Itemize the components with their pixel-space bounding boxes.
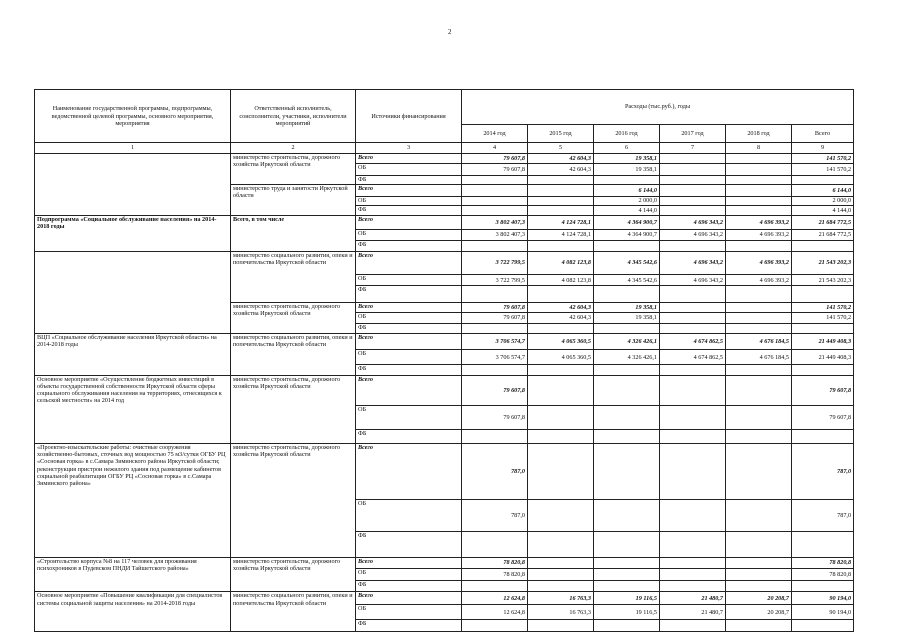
cell-amount [792, 580, 854, 592]
cell-amount: 20 208,7 [726, 605, 792, 620]
table-row [35, 592, 854, 605]
cell-amount: 4 676 184,5 [726, 333, 792, 349]
cell-amount: 4 676 184,5 [726, 350, 792, 365]
header-year: 2018 год [726, 124, 792, 143]
cell-amount: 42 604,3 [528, 313, 594, 323]
column-number: 1 [35, 143, 231, 153]
cell-amount: 4 326 426,1 [594, 350, 660, 365]
cell-amount: 141 570,2 [792, 153, 854, 163]
cell-funding-source: Всего [356, 215, 462, 229]
cell-funding-source: ОБ [356, 569, 462, 581]
header-expenses: Расходы (тыс.руб.), годы [462, 90, 854, 125]
cell-amount: 19 358,1 [594, 302, 660, 312]
cell-funding-source: ФБ [356, 175, 462, 184]
cell-amount [462, 175, 528, 184]
cell-activity-name: ВЦП «Социальное обслуживание населения Иркутской области» на 2014-2018 годы [35, 333, 231, 375]
header-year: 2015 год [528, 124, 594, 143]
cell-amount [726, 302, 792, 312]
cell-amount [660, 206, 726, 215]
cell-funding-source: Всего [356, 557, 462, 569]
cell-amount [660, 323, 726, 333]
cell-amount: 12 624,8 [462, 592, 528, 605]
cell-amount [792, 430, 854, 444]
cell-amount: 787,0 [462, 443, 528, 499]
cell-amount: 6 144,0 [594, 185, 660, 197]
column-number: 3 [356, 143, 462, 153]
cell-funding-source: ФБ [356, 532, 462, 558]
cell-amount [594, 241, 660, 251]
table-row [35, 557, 854, 569]
cell-amount [726, 164, 792, 176]
cell-amount: 4 364 900,7 [594, 229, 660, 241]
cell-amount: 4 345 542,6 [594, 251, 660, 274]
column-number: 4 [462, 143, 528, 153]
page-number: 2 [448, 28, 452, 36]
cell-amount [726, 499, 792, 531]
cell-amount: 6 144,0 [792, 185, 854, 197]
cell-amount [528, 241, 594, 251]
cell-amount: 16 763,3 [528, 605, 594, 620]
cell-executor: министерство социального развития, опеки и попечительства Иркутской области [231, 251, 356, 302]
cell-amount [792, 286, 854, 302]
column-number: 8 [726, 143, 792, 153]
cell-funding-source: Всего [356, 153, 462, 163]
cell-amount: 21 684 772,5 [792, 229, 854, 241]
cell-amount [660, 580, 726, 592]
cell-amount: 21 543 202,3 [792, 274, 854, 286]
cell-amount: 4 696 393,2 [726, 215, 792, 229]
cell-amount [726, 580, 792, 592]
cell-amount: 4 696 343,2 [660, 215, 726, 229]
cell-amount: 4 696 343,2 [660, 274, 726, 286]
cell-amount: 141 570,2 [792, 313, 854, 323]
cell-amount: 4 674 862,5 [660, 333, 726, 349]
cell-funding-source: ОБ [356, 499, 462, 531]
cell-funding-source: Всего [356, 251, 462, 274]
cell-funding-source: ОБ [356, 405, 462, 429]
cell-amount [528, 365, 594, 375]
cell-amount: 19 358,1 [594, 164, 660, 176]
cell-amount: 21 449 408,3 [792, 350, 854, 365]
cell-amount [660, 302, 726, 312]
cell-amount: 2 000,0 [594, 196, 660, 205]
cell-amount [462, 532, 528, 558]
cell-amount: 78 820,8 [792, 557, 854, 569]
cell-amount [726, 443, 792, 499]
cell-amount [528, 499, 594, 531]
cell-amount [660, 620, 726, 632]
cell-amount [660, 430, 726, 444]
cell-amount: 79 607,8 [462, 153, 528, 163]
cell-amount: 3 706 574,7 [462, 350, 528, 365]
cell-amount [594, 620, 660, 632]
cell-amount: 19 358,1 [594, 313, 660, 323]
cell-amount [594, 175, 660, 184]
cell-amount [726, 323, 792, 333]
cell-amount: 4 326 426,1 [594, 333, 660, 349]
cell-amount: 4 696 343,2 [660, 229, 726, 241]
cell-amount [726, 206, 792, 215]
cell-amount: 21 684 772,5 [792, 215, 854, 229]
cell-amount [792, 323, 854, 333]
column-number: 5 [528, 143, 594, 153]
table-row [35, 153, 854, 163]
cell-funding-source: ОБ [356, 164, 462, 176]
table-row [35, 251, 854, 274]
cell-amount [462, 365, 528, 375]
cell-amount: 79 607,8 [462, 313, 528, 323]
cell-amount [660, 153, 726, 163]
cell-amount: 19 116,5 [594, 605, 660, 620]
cell-funding-source: ФБ [356, 365, 462, 375]
cell-amount: 21 543 202,3 [792, 251, 854, 274]
cell-amount [660, 185, 726, 197]
cell-amount: 78 820,8 [462, 557, 528, 569]
table-row [35, 215, 854, 229]
cell-amount: 3 706 574,7 [462, 333, 528, 349]
header-executor: Ответственный исполнитель, соисполнители, участники, исполнители мероприятий [231, 90, 356, 143]
cell-executor: министерство социального развития, опеки и попечительства Иркутской области [231, 333, 356, 375]
cell-amount: 79 607,8 [792, 375, 854, 405]
cell-funding-source: ФБ [356, 241, 462, 251]
cell-amount [660, 241, 726, 251]
cell-amount [660, 175, 726, 184]
cell-amount: 78 820,8 [462, 569, 528, 581]
cell-amount: 42 604,3 [528, 302, 594, 312]
cell-amount: 4 065 360,5 [528, 350, 594, 365]
cell-amount: 19 116,5 [594, 592, 660, 605]
cell-amount [726, 620, 792, 632]
cell-amount [528, 323, 594, 333]
header-year: Всего [792, 124, 854, 143]
cell-funding-source: Всего [356, 443, 462, 499]
column-number: 6 [594, 143, 660, 153]
cell-amount [594, 405, 660, 429]
cell-amount [594, 557, 660, 569]
cell-amount [528, 196, 594, 205]
cell-amount: 4 696 393,2 [726, 251, 792, 274]
cell-amount [528, 175, 594, 184]
cell-amount [660, 569, 726, 581]
column-number: 2 [231, 143, 356, 153]
cell-amount: 19 358,1 [594, 153, 660, 163]
cell-amount [462, 206, 528, 215]
cell-funding-source: Всего [356, 592, 462, 605]
table-body [35, 153, 854, 631]
cell-amount [594, 499, 660, 531]
cell-amount: 4 696 393,2 [726, 274, 792, 286]
cell-amount [726, 196, 792, 205]
cell-amount [726, 430, 792, 444]
cell-amount [528, 405, 594, 429]
cell-amount [792, 365, 854, 375]
cell-funding-source: ОБ [356, 274, 462, 286]
cell-amount [462, 286, 528, 302]
cell-amount: 79 607,8 [462, 164, 528, 176]
cell-amount [462, 580, 528, 592]
cell-amount [462, 196, 528, 205]
cell-funding-source: ОБ [356, 196, 462, 205]
cell-amount [792, 241, 854, 251]
cell-amount [528, 580, 594, 592]
cell-amount [462, 430, 528, 444]
cell-amount [726, 375, 792, 405]
cell-funding-source: ОБ [356, 313, 462, 323]
header-year: 2017 год [660, 124, 726, 143]
cell-activity-name [35, 251, 231, 333]
cell-amount [726, 313, 792, 323]
cell-amount: 4 144,0 [792, 206, 854, 215]
cell-amount: 79 607,8 [462, 375, 528, 405]
cell-amount [594, 286, 660, 302]
cell-executor: министерство труда и занятости Иркутской области [231, 185, 356, 216]
cell-amount [594, 323, 660, 333]
cell-amount [528, 206, 594, 215]
cell-funding-source: ФБ [356, 323, 462, 333]
cell-amount: 2 000,0 [792, 196, 854, 205]
cell-funding-source: Всего [356, 302, 462, 312]
cell-amount: 20 208,7 [726, 592, 792, 605]
cell-activity-name: Основное мероприятие «Осуществление бюджетных инвестиций в объекты государственной собственности Иркутской области сферы социального обслуживания населения на территориях, отнесящихся к сельской местности» на 2014 год [35, 375, 231, 443]
cell-amount [726, 569, 792, 581]
cell-amount: 4 674 862,5 [660, 350, 726, 365]
cell-amount: 3 722 799,5 [462, 274, 528, 286]
cell-amount [462, 185, 528, 197]
cell-amount: 42 604,3 [528, 164, 594, 176]
cell-amount [660, 365, 726, 375]
cell-funding-source: Всего [356, 185, 462, 197]
cell-executor: министерство строительства, дорожного хозяйства Иркутской области [231, 153, 356, 184]
cell-amount [726, 532, 792, 558]
cell-amount: 3 802 407,3 [462, 229, 528, 241]
header-year: 2014 год [462, 124, 528, 143]
cell-amount [594, 580, 660, 592]
cell-amount [660, 375, 726, 405]
cell-amount [594, 430, 660, 444]
cell-amount [726, 175, 792, 184]
cell-funding-source: ФБ [356, 286, 462, 302]
cell-amount: 4 065 360,5 [528, 333, 594, 349]
cell-amount [726, 405, 792, 429]
cell-funding-source: ФБ [356, 430, 462, 444]
cell-executor: министерство социального развития, опеки и попечительства Иркутской области [231, 592, 356, 632]
cell-amount [528, 443, 594, 499]
cell-funding-source: ФБ [356, 206, 462, 215]
cell-amount [726, 241, 792, 251]
cell-amount [594, 569, 660, 581]
cell-amount [594, 443, 660, 499]
cell-amount [528, 569, 594, 581]
cell-amount [462, 620, 528, 632]
cell-funding-source: ФБ [356, 620, 462, 632]
table-row [35, 333, 854, 349]
cell-executor: Всего, в том числе [231, 215, 356, 251]
cell-funding-source: ОБ [356, 350, 462, 365]
cell-amount [660, 196, 726, 205]
cell-executor: министерство строительства, дорожного хозяйства Иркутской области [231, 302, 356, 333]
cell-amount: 141 570,2 [792, 164, 854, 176]
cell-amount [726, 185, 792, 197]
cell-amount [660, 405, 726, 429]
cell-amount: 787,0 [462, 499, 528, 531]
cell-amount [528, 286, 594, 302]
cell-amount [528, 557, 594, 569]
cell-funding-source: ОБ [356, 605, 462, 620]
cell-amount [660, 532, 726, 558]
cell-amount: 4 082 123,8 [528, 274, 594, 286]
cell-executor: министерство строительства, дорожного хозяйства Иркутской области [231, 557, 356, 592]
header-name: Наименование государственной программы, подпрограммы, ведомственной целевой программы, основного мероприятия, мероприятия [35, 90, 231, 143]
cell-amount: 3 722 799,5 [462, 251, 528, 274]
cell-amount [528, 185, 594, 197]
cell-amount [462, 241, 528, 251]
cell-amount [792, 175, 854, 184]
cell-amount [726, 286, 792, 302]
cell-amount: 787,0 [792, 499, 854, 531]
cell-amount: 4 144,0 [594, 206, 660, 215]
cell-amount: 90 194,0 [792, 605, 854, 620]
cell-executor: министерство строительства, дорожного хозяйства Иркутской области [231, 443, 356, 557]
cell-funding-source: Всего [356, 333, 462, 349]
cell-amount [660, 164, 726, 176]
cell-amount [528, 375, 594, 405]
cell-amount [726, 365, 792, 375]
table-row [35, 375, 854, 405]
cell-amount [660, 557, 726, 569]
cell-amount [528, 620, 594, 632]
header-source: Источники финансирования [356, 90, 462, 143]
cell-amount: 4 696 393,2 [726, 229, 792, 241]
cell-activity-name: Подпрограмма «Социальное обслуживание населения» на 2014-2018 годы [35, 215, 231, 251]
cell-amount: 78 820,8 [792, 569, 854, 581]
cell-amount [528, 430, 594, 444]
cell-amount: 79 607,8 [462, 302, 528, 312]
cell-activity-name [35, 153, 231, 215]
cell-amount: 4 124 728,1 [528, 229, 594, 241]
cell-amount [660, 313, 726, 323]
column-number: 9 [792, 143, 854, 153]
cell-amount [594, 532, 660, 558]
cell-amount [660, 499, 726, 531]
cell-amount [792, 620, 854, 632]
cell-amount: 4 345 542,6 [594, 274, 660, 286]
cell-amount: 16 763,3 [528, 592, 594, 605]
cell-amount [660, 286, 726, 302]
cell-activity-name: «Строительство корпуса №8 на 117 человек для проживания психохроников в Пудевском ПНДИ Тайшетского района» [35, 557, 231, 592]
cell-amount: 79 607,8 [792, 405, 854, 429]
cell-amount: 79 607,8 [462, 405, 528, 429]
cell-amount [462, 323, 528, 333]
budget-table [34, 89, 854, 632]
header-year: 2016 год [594, 124, 660, 143]
cell-amount [660, 443, 726, 499]
cell-amount: 3 802 407,3 [462, 215, 528, 229]
cell-amount [726, 153, 792, 163]
cell-amount: 42 604,3 [528, 153, 594, 163]
cell-amount [594, 365, 660, 375]
cell-amount [792, 532, 854, 558]
cell-amount: 4 082 123,8 [528, 251, 594, 274]
cell-amount: 4 124 728,1 [528, 215, 594, 229]
cell-amount: 787,0 [792, 443, 854, 499]
cell-amount: 12 624,8 [462, 605, 528, 620]
cell-amount: 141 570,2 [792, 302, 854, 312]
cell-amount [594, 375, 660, 405]
table-row [35, 443, 854, 499]
cell-amount: 90 194,0 [792, 592, 854, 605]
cell-amount [726, 557, 792, 569]
cell-funding-source: ФБ [356, 580, 462, 592]
cell-activity-name: «Проектно-изыскательские работы: очистные сооружения хозяйственно-бытовых, сточных вод мощностью 75 м3/сутки ОГБУ РЦ «Сосновая горка» в с.Самара Зиминского района Иркутской области; реконструкция пристрои нежилого здания под размещение кабинетов социальной реабилитации ОГБУ РЦ «Сосновая горка» в с.Самара Зиминского района» [35, 443, 231, 557]
column-number: 7 [660, 143, 726, 153]
cell-amount [528, 532, 594, 558]
cell-amount: 21 480,7 [660, 605, 726, 620]
cell-funding-source: ОБ [356, 229, 462, 241]
cell-funding-source: Всего [356, 375, 462, 405]
cell-activity-name: Основное мероприятие «Повышение квалификации для специалистов системы социальной защиты населения» на 2014-2018 годы [35, 592, 231, 632]
cell-amount: 21 480,7 [660, 592, 726, 605]
cell-amount: 4 696 343,2 [660, 251, 726, 274]
cell-amount: 4 364 900,7 [594, 215, 660, 229]
cell-executor: министерство строительства, дорожного хозяйства Иркутской области [231, 375, 356, 443]
cell-amount: 21 449 408,3 [792, 333, 854, 349]
